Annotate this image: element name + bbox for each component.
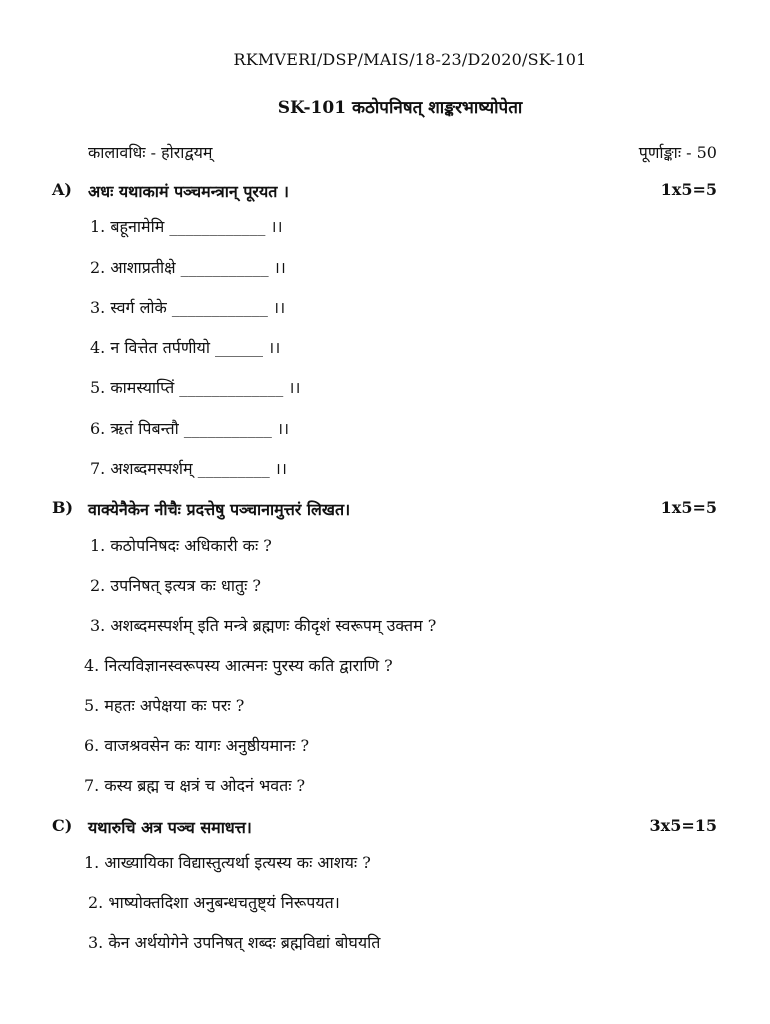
- question-c3: 3. केन अर्थयोगेने उपनिषत् शब्दः ब्रह्मविद्यां बोघयति: [88, 933, 381, 952]
- section-b-marks: 1x5=5: [660, 498, 717, 517]
- question-b3: 3. अशब्दमस्पर्शम् इति मन्त्रे ब्रह्मणः कीदृशं स्वरूपम् उक्तम ?: [90, 616, 437, 635]
- question-c2: 2. भाष्योक्तदिशा अनुबन्धचतुष्ट्यं निरूपयत।: [88, 893, 340, 912]
- question-a1: 1. बहूनामेमि ____________ ।।: [90, 217, 283, 236]
- section-a-marks: 1x5=5: [660, 180, 717, 199]
- section-c-instruction: यथारुचि अत्र पञ्च समाधत्त।: [88, 818, 252, 837]
- question-a6: 6. ऋतं पिबन्तौ ___________ ।।: [90, 419, 290, 438]
- full-marks: पूर्णाङ्काः - 50: [638, 143, 717, 162]
- question-b4: 4. नित्यविज्ञानस्वरूपस्य आत्मनः पुरस्य कति द्वाराणि ?: [84, 656, 393, 675]
- question-a2: 2. आशाप्रतीक्षे ___________ ।।: [90, 258, 286, 277]
- question-a3: 3. स्वर्ग लोके ____________ ।।: [90, 298, 286, 317]
- question-b1: 1. कठोपनिषदः अधिकारी कः ?: [90, 536, 272, 555]
- section-c-marks: 3x5=15: [649, 816, 717, 835]
- paper-code: RKMVERI/DSP/MAIS/18-23/D2020/SK-101: [233, 50, 587, 69]
- duration: कालावधिः - होराद्वयम्: [88, 143, 213, 162]
- section-b-instruction: वाक्येनैकेन नीचैः प्रदत्तेषु पञ्चानामुत्तरं लिखत।: [88, 500, 351, 519]
- paper-title: SK-101 कठोपनिषत् शाङ्करभाष्योपेता: [277, 98, 523, 118]
- question-a5: 5. कामस्याप्तिं _____________ ।।: [90, 378, 301, 397]
- section-a-instruction: अधः यथाकामं पञ्चमन्त्रान् पूरयत ।: [88, 182, 289, 201]
- question-a7: 7. अशब्दमस्पर्शम् _________ ।।: [90, 459, 287, 478]
- question-b7: 7. कस्य ब्रह्म च क्षत्रं च ओदनं भवतः ?: [84, 776, 306, 795]
- section-a-letter: A): [52, 180, 72, 199]
- question-a4: 4. न वित्तेत तर्पणीयो ______ ।।: [90, 338, 281, 357]
- section-c-letter: C): [52, 816, 73, 835]
- section-b-letter: B): [52, 498, 74, 517]
- question-c1: 1. आख्यायिका विद्यास्तुत्यर्था इत्यस्य कः आशयः ?: [84, 853, 371, 872]
- question-b6: 6. वाजश्रवसेन कः यागः अनुष्ठीयमानः ?: [84, 736, 310, 755]
- question-b5: 5. महतः अपेक्षया कः परः ?: [84, 696, 245, 715]
- question-b2: 2. उपनिषत् इत्यत्र कः धातुः ?: [90, 576, 261, 595]
